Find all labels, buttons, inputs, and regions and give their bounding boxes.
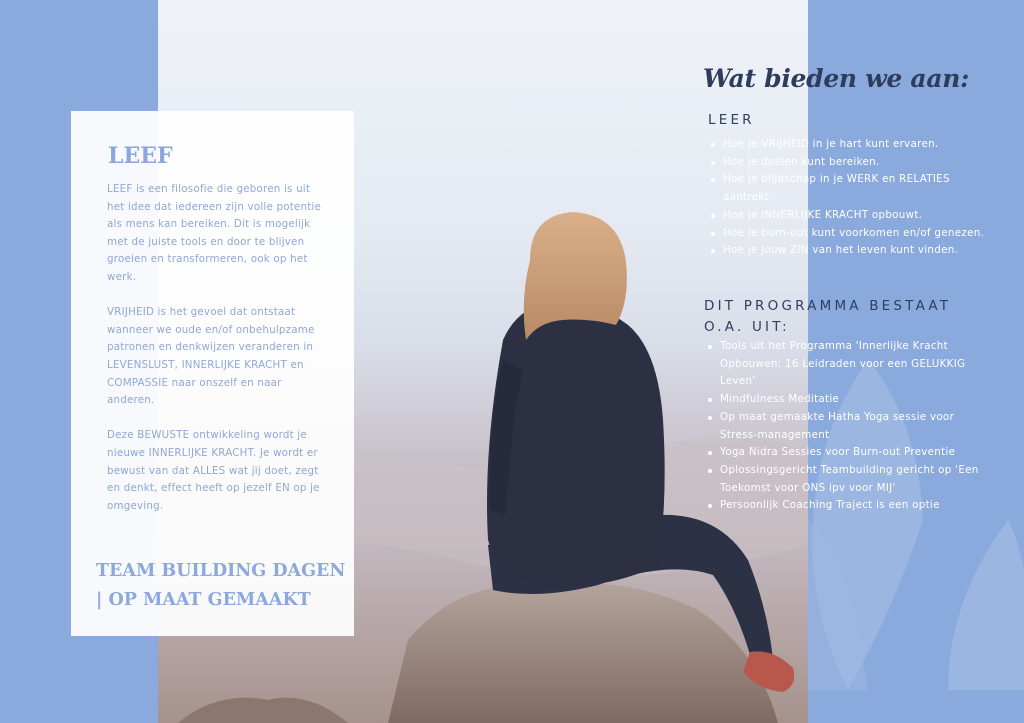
- intro-paragraph: LEEF is een filosofie die geboren is uit het idee dat iedereen zijn volle potentie als mens kan bereiken. Dit is mogelijk met de juiste tools en door te blijven groeien en transformeren, ook op het werk.: [107, 183, 322, 283]
- list-item: Hoe je doelen kunt bereiken.: [707, 154, 987, 172]
- leer-label: LEER: [708, 112, 755, 128]
- intro-card: [71, 111, 354, 636]
- list-item: Hoe je blijdschap in je WERK en RELATIES aantrekt.: [707, 171, 987, 206]
- list-item: Oplossingsgericht Teambuilding gericht op 'Een Toekomst voor ONS ipv voor MIJ': [704, 462, 979, 497]
- list-item: Mindfulness Meditatie: [704, 391, 979, 409]
- offer-heading: Wat bieden we aan:: [703, 64, 970, 93]
- list-item: Hoe je VRIJHEID in je hart kunt ervaren.: [707, 136, 987, 154]
- list-item: Op maat gemaakte Hatha Yoga sessie voor Stress-management: [704, 409, 979, 444]
- program-list: [704, 338, 979, 515]
- leer-list: [707, 136, 987, 260]
- offer-section: [703, 64, 1003, 512]
- list-item: Hoe je jouw ZIN van het leven kunt vinden.: [707, 242, 987, 260]
- card-body: [107, 181, 325, 533]
- awareness-paragraph: Deze BEWUSTE ontwikkeling wordt je nieuwe INNERLIJKE KRACHT. Je wordt er bewust van dat ALLES wat jij doet, zegt en denkt, effect heeft op jezelf EN op je omgeving.: [107, 429, 320, 512]
- list-item: Yoga Nidra Sessies voor Burn-out Preventie: [704, 444, 979, 462]
- list-item: Hoe je burn-out kunt voorkomen en/of genezen.: [707, 225, 987, 243]
- card-footer-tagline: TEAM BUILDING DAGEN | OP MAAT GEMAAKT: [96, 561, 346, 610]
- hoodie: [487, 300, 665, 586]
- list-item: Tools uit het Programma 'Innerlijke Kracht Opbouwen: 16 Leidraden voor een GELUKKIG Leven': [704, 338, 979, 391]
- program-label: DIT PROGRAMMA BESTAAT O.A. UIT:: [704, 298, 952, 335]
- list-item: Persoonlijk Coaching Traject is een optie: [704, 497, 979, 515]
- card-title: LEEF: [108, 143, 173, 169]
- freedom-paragraph: VRIJHEID is het gevoel dat ontstaat wanneer we oude en/of onbehulpzame patronen en denkwijzen veranderen in LEVENSLUST, INNERLIJKE KRACHT en COMPASSIE naar onszelf en naar anderen.: [107, 306, 315, 407]
- list-item: Hoe je INNERLIJKE KRACHT opbouwt.: [707, 207, 987, 225]
